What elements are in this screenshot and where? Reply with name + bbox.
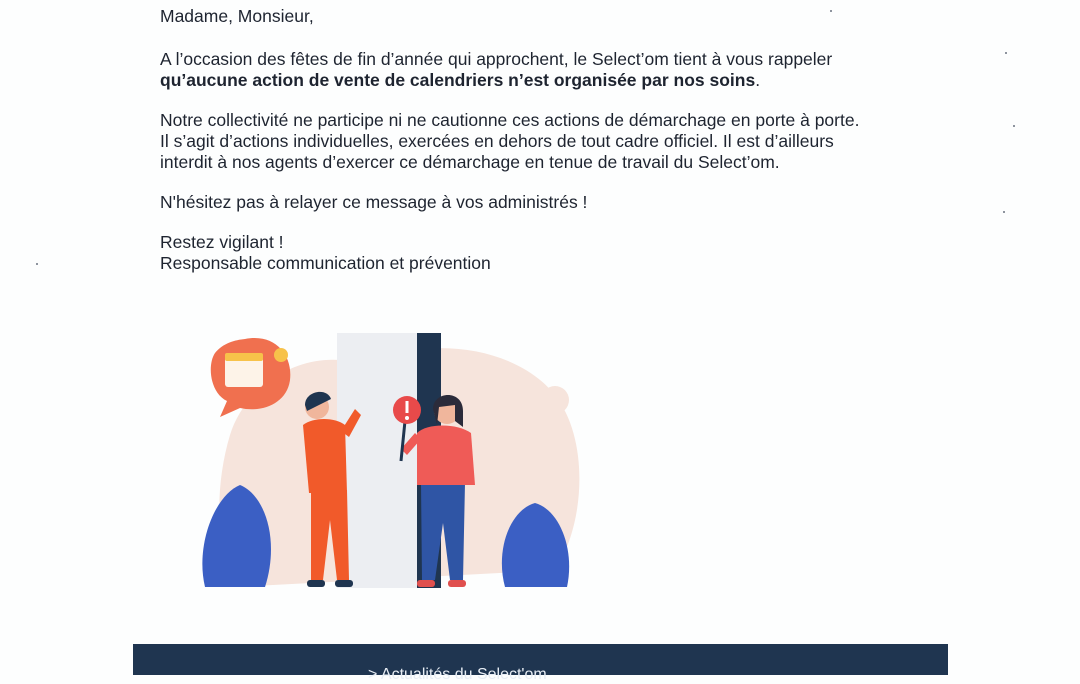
- signature: Responsable communication et prévention: [160, 253, 491, 273]
- closing-block: [160, 232, 950, 274]
- scan-speck: [36, 263, 38, 265]
- closing: Restez vigilant !: [160, 232, 284, 252]
- notice-emphasis: qu’aucune action de vente de calendriers n’est organisée par nos soins: [160, 70, 756, 90]
- worker-shoe-left: [307, 580, 325, 587]
- calendar-icon: [225, 357, 263, 387]
- background-dot: [541, 386, 569, 414]
- p2-line-3: interdit à nos agents d’exercer ce démarchage en tenue de travail du Select’om.: [160, 152, 780, 172]
- greeting: Madame, Monsieur,: [160, 6, 314, 26]
- woman-top: [417, 426, 475, 486]
- worker-shoe-right: [335, 580, 353, 587]
- woman-shoe-left: [417, 580, 435, 587]
- p2-line-1: Notre collectivité ne participe ni ne cautionne ces actions de démarchage en porte à porte.: [160, 110, 860, 130]
- scan-speck: [1005, 52, 1007, 54]
- paragraph-relay: N'hésitez pas à relayer ce message à vos administrés !: [160, 192, 588, 212]
- letter-body: [160, 6, 950, 293]
- paragraph-calendar-notice: [160, 49, 950, 91]
- scan-speck: [1013, 125, 1015, 127]
- footer-band: [133, 644, 948, 683]
- scan-speck: [1003, 211, 1005, 213]
- calendar-header: [225, 353, 263, 361]
- calendar-door-to-door-warning-illustration: [195, 325, 595, 595]
- warning-mark-bar: [406, 401, 409, 413]
- scan-speck: [830, 10, 832, 12]
- paragraph-collectivity: [160, 110, 950, 173]
- worker-body: [303, 419, 347, 493]
- footer-link[interactable]: > Actualités du Select'om: [368, 666, 547, 683]
- notice-period: .: [755, 70, 761, 90]
- p2-line-2: Il s’agit d’actions individuelles, exercées en dehors de tout cadre officiel. Il est d’ailleurs: [160, 131, 834, 151]
- warning-mark-dot: [405, 416, 409, 420]
- door-panel: [337, 333, 417, 588]
- coin-icon: [274, 348, 288, 362]
- notice-intro: A l’occasion des fêtes de fin d’année qui approchent, le Select’om tient à vous rappeler: [160, 49, 833, 69]
- woman-shoe-right: [448, 580, 466, 587]
